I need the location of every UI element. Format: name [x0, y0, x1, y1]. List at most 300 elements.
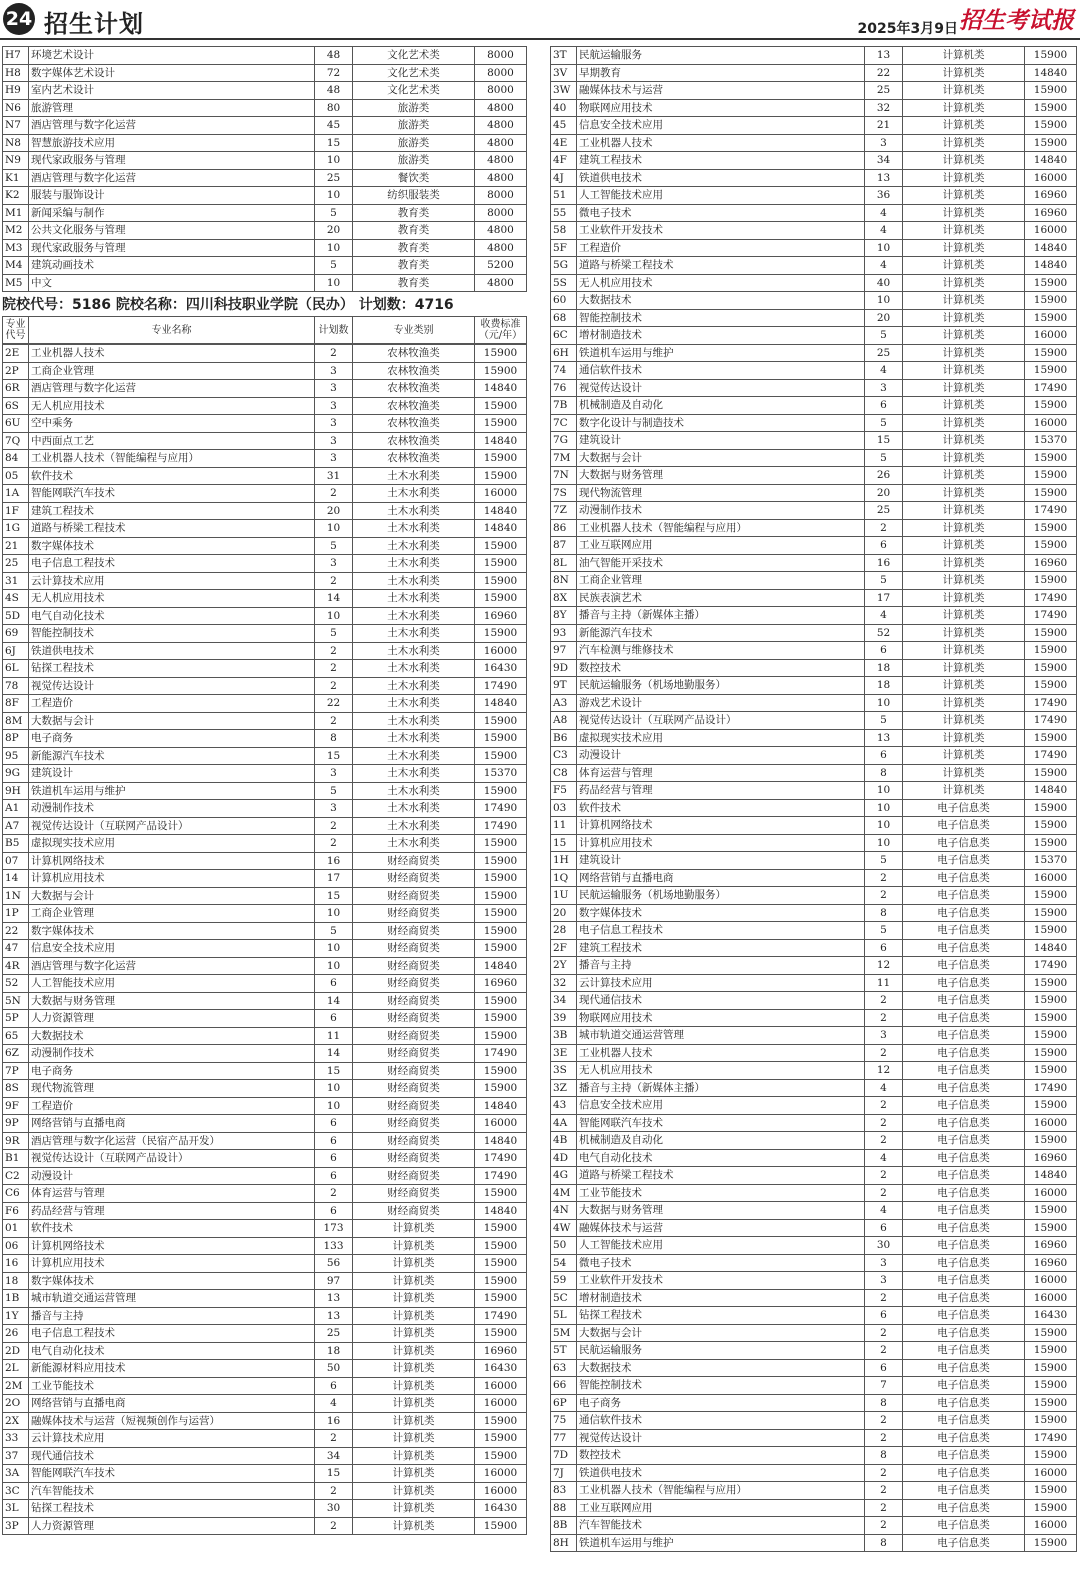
major-code: 3L	[3, 1500, 29, 1518]
major-name: 人力资源管理	[29, 1517, 315, 1535]
tuition-fee: 16000	[475, 1377, 527, 1395]
major-code: K1	[3, 169, 29, 187]
plan-count: 2	[865, 1429, 903, 1447]
major-code: 9R	[3, 1132, 29, 1150]
plan-count: 20	[315, 502, 353, 520]
major-category: 电子信息类	[903, 1202, 1025, 1220]
major-category: 农林牧渔类	[353, 397, 475, 415]
major-name: 网络营销与直播电商	[29, 1115, 315, 1133]
plan-count: 10	[865, 834, 903, 852]
major-code: H7	[3, 47, 29, 65]
major-name: 动漫制作技术	[29, 800, 315, 818]
major-name: 电气自动化技术	[577, 1149, 865, 1167]
table-row	[551, 922, 1077, 940]
plan-count: 10	[315, 187, 353, 205]
major-code: 5S	[551, 274, 577, 292]
table-row	[551, 169, 1077, 187]
tuition-fee: 14840	[1025, 152, 1077, 170]
tuition-fee: 14840	[475, 1132, 527, 1150]
major-category: 计算机类	[903, 257, 1025, 275]
major-category: 电子信息类	[903, 1377, 1025, 1395]
major-code: 2Y	[551, 957, 577, 975]
major-code: 9G	[3, 765, 29, 783]
table-row	[3, 1500, 527, 1518]
major-code: 8H	[551, 1534, 577, 1552]
tuition-fee: 17490	[1025, 379, 1077, 397]
table-row	[3, 730, 527, 748]
major-category: 电子信息类	[903, 922, 1025, 940]
major-code: 59	[551, 1272, 577, 1290]
major-name: 虚拟现实技术应用	[29, 835, 315, 853]
plan-count: 80	[315, 99, 353, 117]
major-category: 计算机类	[903, 292, 1025, 310]
table-row	[551, 554, 1077, 572]
major-name: 播音与主持（新媒体主播）	[577, 1079, 865, 1097]
major-category: 教育类	[353, 204, 475, 222]
table-row	[3, 187, 527, 205]
major-category: 财经商贸类	[353, 1010, 475, 1028]
major-code: 16	[3, 1255, 29, 1273]
major-name: 民航运输服务（机场地勤服务）	[577, 677, 865, 695]
tuition-fee: 16000	[475, 642, 527, 660]
major-code: 6Z	[3, 1045, 29, 1063]
plan-count: 2	[315, 345, 353, 363]
major-name: 工商企业管理	[577, 572, 865, 590]
tuition-fee: 15900	[1025, 274, 1077, 292]
plan-count: 56	[315, 1255, 353, 1273]
tuition-fee: 16000	[1025, 169, 1077, 187]
tuition-fee: 15900	[1025, 537, 1077, 555]
tuition-fee: 15900	[1025, 292, 1077, 310]
plan-count: 6	[315, 1202, 353, 1220]
major-name: 智能网联汽车技术	[29, 1465, 315, 1483]
major-code: 26	[3, 1325, 29, 1343]
tuition-fee: 16000	[1025, 869, 1077, 887]
tuition-fee: 15900	[1025, 572, 1077, 590]
table-row	[3, 134, 527, 152]
table-row	[3, 169, 527, 187]
plan-count: 34	[315, 1447, 353, 1465]
plan-count: 15	[315, 1465, 353, 1483]
major-code: 28	[551, 922, 577, 940]
major-code: B5	[3, 835, 29, 853]
major-code: A3	[551, 694, 577, 712]
major-code: A1	[3, 800, 29, 818]
major-category: 电子信息类	[903, 1027, 1025, 1045]
major-name: 汽车智能技术	[29, 1482, 315, 1500]
plan-count: 8	[315, 730, 353, 748]
tuition-fee: 14840	[1025, 64, 1077, 82]
plan-count: 5	[315, 537, 353, 555]
tuition-fee: 15900	[475, 992, 527, 1010]
plan-count: 8	[865, 1447, 903, 1465]
major-category: 纺织服装类	[353, 187, 475, 205]
major-name: 云计算技术应用	[29, 572, 315, 590]
table-row	[3, 677, 527, 695]
major-category: 电子信息类	[903, 1447, 1025, 1465]
major-code: 2M	[3, 1377, 29, 1395]
table-row	[551, 1079, 1077, 1097]
major-category: 计算机类	[903, 764, 1025, 782]
plan-count: 10	[865, 694, 903, 712]
plan-count: 10	[315, 1080, 353, 1098]
major-category: 电子信息类	[903, 1062, 1025, 1080]
plan-count: 3	[315, 415, 353, 433]
major-category: 电子信息类	[903, 799, 1025, 817]
plan-count: 10	[315, 607, 353, 625]
table-row	[3, 852, 527, 870]
table-row	[3, 1202, 527, 1220]
tuition-fee: 17490	[1025, 712, 1077, 730]
major-name: 大数据与会计	[29, 712, 315, 730]
major-category: 土木水利类	[353, 747, 475, 765]
major-code: N8	[3, 134, 29, 152]
tuition-fee: 15900	[475, 712, 527, 730]
tuition-fee: 14840	[475, 380, 527, 398]
major-name: 新闻采编与制作	[29, 204, 315, 222]
major-category: 计算机类	[903, 642, 1025, 660]
major-category: 计算机类	[903, 222, 1025, 240]
major-code: 8P	[3, 730, 29, 748]
major-name: 智能网联汽车技术	[577, 1114, 865, 1132]
table-row	[3, 1237, 527, 1255]
table-row	[551, 1534, 1077, 1552]
major-name: 建筑动画技术	[29, 257, 315, 275]
major-code: 2L	[3, 1360, 29, 1378]
major-category: 电子信息类	[903, 1272, 1025, 1290]
major-category: 教育类	[353, 257, 475, 275]
tuition-fee: 17490	[475, 817, 527, 835]
table-row	[551, 1447, 1077, 1465]
plan-count: 3	[315, 555, 353, 573]
major-category: 财经商贸类	[353, 1115, 475, 1133]
major-code: C2	[3, 1167, 29, 1185]
tuition-fee: 16430	[475, 660, 527, 678]
plan-count: 3	[865, 1027, 903, 1045]
major-category: 财经商贸类	[353, 957, 475, 975]
major-name: 铁道机车运用与维护	[577, 1534, 865, 1552]
major-code: 77	[551, 1429, 577, 1447]
tuition-fee: 16000	[1025, 1517, 1077, 1535]
plan-count: 2	[865, 1167, 903, 1185]
table-row	[551, 519, 1077, 537]
plan-count: 40	[865, 274, 903, 292]
major-category: 计算机类	[353, 1307, 475, 1325]
major-code: 22	[3, 922, 29, 940]
major-name: 信息安全技术应用	[577, 1097, 865, 1115]
table-row	[3, 957, 527, 975]
table-row	[551, 64, 1077, 82]
plan-count: 36	[865, 187, 903, 205]
major-code: K2	[3, 187, 29, 205]
major-category: 土木水利类	[353, 572, 475, 590]
major-name: 体育运营与管理	[577, 764, 865, 782]
major-name: 播音与主持	[577, 957, 865, 975]
plan-count: 10	[315, 520, 353, 538]
major-code: 93	[551, 624, 577, 642]
tuition-fee: 15900	[1025, 1447, 1077, 1465]
table-row	[3, 572, 527, 590]
plan-count: 10	[865, 782, 903, 800]
table-row	[551, 694, 1077, 712]
major-category: 财经商贸类	[353, 1027, 475, 1045]
plan-count: 2	[315, 1482, 353, 1500]
major-name: 道路与桥梁工程技术	[577, 257, 865, 275]
major-code: 5M	[551, 1324, 577, 1342]
major-category: 土木水利类	[353, 677, 475, 695]
major-code: C8	[551, 764, 577, 782]
table-row	[3, 642, 527, 660]
major-name: 融媒体技术与运营	[577, 1219, 865, 1237]
page-number-badge: 24	[3, 3, 35, 35]
table-row	[551, 309, 1077, 327]
table-row	[3, 835, 527, 853]
table-row	[551, 449, 1077, 467]
table-row	[3, 555, 527, 573]
major-code: N9	[3, 152, 29, 170]
tuition-fee: 17490	[1025, 1079, 1077, 1097]
plan-count: 25	[865, 344, 903, 362]
tuition-fee: 8000	[475, 47, 527, 65]
plan-count: 6	[865, 939, 903, 957]
major-code: 33	[3, 1430, 29, 1448]
plan-count: 5	[865, 712, 903, 730]
tuition-fee: 16000	[1025, 1464, 1077, 1482]
major-name: 工商企业管理	[29, 362, 315, 380]
major-name: 视觉传达设计（互联网产品设计）	[29, 817, 315, 835]
major-category: 旅游类	[353, 134, 475, 152]
plan-count: 3	[315, 397, 353, 415]
major-code: 4B	[551, 1132, 577, 1150]
major-name: 人力资源管理	[29, 1010, 315, 1028]
major-category: 财经商贸类	[353, 1202, 475, 1220]
tuition-fee: 15900	[1025, 764, 1077, 782]
tuition-fee: 15900	[1025, 99, 1077, 117]
plan-count: 10	[865, 799, 903, 817]
plan-count: 22	[315, 695, 353, 713]
major-code: 7G	[551, 432, 577, 450]
major-code: 5L	[551, 1307, 577, 1325]
plan-count: 14	[315, 992, 353, 1010]
plan-count: 32	[865, 99, 903, 117]
major-code: 7N	[551, 467, 577, 485]
plan-count: 52	[865, 624, 903, 642]
major-code: 6P	[551, 1394, 577, 1412]
major-code: M1	[3, 204, 29, 222]
table-row	[3, 765, 527, 783]
tuition-fee: 14840	[1025, 257, 1077, 275]
tuition-fee: 16000	[1025, 414, 1077, 432]
tuition-fee: 15900	[475, 1412, 527, 1430]
major-category: 计算机类	[353, 1395, 475, 1413]
major-name: 旅游管理	[29, 99, 315, 117]
major-code: M3	[3, 239, 29, 257]
major-code: 39	[551, 1009, 577, 1027]
table-row	[3, 1097, 527, 1115]
major-code: 8N	[551, 572, 577, 590]
tuition-fee: 16000	[475, 1465, 527, 1483]
plan-count: 3	[865, 379, 903, 397]
tuition-fee: 15900	[1025, 82, 1077, 100]
major-category: 电子信息类	[903, 1079, 1025, 1097]
plan-count: 10	[315, 905, 353, 923]
plan-count: 13	[865, 169, 903, 187]
tuition-fee: 15900	[475, 1272, 527, 1290]
plan-count: 2	[865, 1517, 903, 1535]
major-name: 民航运输服务（机场地勤服务）	[577, 887, 865, 905]
plan-count: 10	[865, 817, 903, 835]
major-category: 土木水利类	[353, 485, 475, 503]
plan-count: 6	[315, 1132, 353, 1150]
major-category: 电子信息类	[903, 1482, 1025, 1500]
table-row	[3, 590, 527, 608]
tuition-fee: 16000	[1025, 1272, 1077, 1290]
major-category: 土木水利类	[353, 782, 475, 800]
major-code: 1P	[3, 905, 29, 923]
major-code: 4A	[551, 1114, 577, 1132]
plan-count: 13	[865, 729, 903, 747]
major-name: 工程造价	[29, 695, 315, 713]
major-category: 财经商贸类	[353, 1080, 475, 1098]
tuition-fee: 15900	[1025, 887, 1077, 905]
major-name: 电气自动化技术	[29, 1342, 315, 1360]
tuition-fee: 4800	[475, 222, 527, 240]
tuition-fee: 16960	[475, 975, 527, 993]
table-row	[3, 1412, 527, 1430]
tuition-fee: 15900	[475, 1010, 527, 1028]
major-name: 铁道机车运用与维护	[29, 782, 315, 800]
major-category: 财经商贸类	[353, 1097, 475, 1115]
major-code: 69	[3, 625, 29, 643]
major-code: 3B	[551, 1027, 577, 1045]
major-category: 计算机类	[903, 239, 1025, 257]
tuition-fee: 15900	[1025, 834, 1077, 852]
table-row	[3, 502, 527, 520]
plan-count: 6	[865, 537, 903, 555]
major-name: 智能网联汽车技术	[29, 485, 315, 503]
major-name: 大数据与财务管理	[29, 992, 315, 1010]
tuition-fee: 15900	[475, 572, 527, 590]
tuition-fee: 16000	[1025, 327, 1077, 345]
major-code: 7B	[551, 397, 577, 415]
major-name: 工程造价	[29, 1097, 315, 1115]
plan-count: 25	[865, 82, 903, 100]
plan-count: 5	[315, 625, 353, 643]
major-code: 47	[3, 940, 29, 958]
plan-count: 26	[865, 467, 903, 485]
tuition-fee: 17490	[1025, 502, 1077, 520]
tuition-fee: 16000	[1025, 222, 1077, 240]
major-code: 4G	[551, 1167, 577, 1185]
major-name: 药品经营与管理	[29, 1202, 315, 1220]
plan-count: 10	[315, 1097, 353, 1115]
plan-count: 4	[865, 1079, 903, 1097]
major-category: 旅游类	[353, 99, 475, 117]
plan-count: 10	[865, 239, 903, 257]
major-category: 电子信息类	[903, 1534, 1025, 1552]
major-name: 动漫制作技术	[29, 1045, 315, 1063]
page-header	[0, 0, 1080, 40]
major-category: 计算机类	[903, 589, 1025, 607]
tuition-fee: 15900	[1025, 467, 1077, 485]
plan-count: 2	[865, 519, 903, 537]
table-row	[551, 1342, 1077, 1360]
major-code: C6	[3, 1185, 29, 1203]
major-name: 室内艺术设计	[29, 82, 315, 100]
tuition-fee: 15900	[1025, 1534, 1077, 1552]
table-row	[551, 677, 1077, 695]
major-name: 动漫制作技术	[577, 502, 865, 520]
major-category: 土木水利类	[353, 835, 475, 853]
table-row	[3, 450, 527, 468]
major-name: 电子信息工程技术	[29, 1325, 315, 1343]
tuition-fee: 15900	[475, 555, 527, 573]
table-row	[3, 1272, 527, 1290]
plan-count: 5	[865, 572, 903, 590]
table-row	[3, 1027, 527, 1045]
major-category: 电子信息类	[903, 834, 1025, 852]
table-row	[551, 887, 1077, 905]
tuition-fee: 15900	[475, 590, 527, 608]
plan-count: 3	[315, 362, 353, 380]
plan-count: 12	[865, 1062, 903, 1080]
tuition-fee: 15900	[475, 747, 527, 765]
major-name: 数字媒体技术	[29, 537, 315, 555]
plan-count: 4	[865, 1149, 903, 1167]
major-category: 土木水利类	[353, 590, 475, 608]
tuition-fee: 16960	[1025, 1237, 1077, 1255]
major-code: 32	[551, 974, 577, 992]
tuition-fee: 16960	[1025, 187, 1077, 205]
tuition-fee: 15900	[1025, 1219, 1077, 1237]
plan-count: 6	[865, 1219, 903, 1237]
table-row	[3, 1167, 527, 1185]
table-row	[551, 1184, 1077, 1202]
plan-count: 4	[865, 1202, 903, 1220]
plan-count: 25	[315, 1325, 353, 1343]
major-name: 大数据与财务管理	[577, 1202, 865, 1220]
plan-count: 2	[315, 835, 353, 853]
major-name: 软件技术	[29, 1220, 315, 1238]
major-name: 软件技术	[577, 799, 865, 817]
plan-count: 5	[315, 782, 353, 800]
table-row	[3, 870, 527, 888]
major-category: 农林牧渔类	[353, 432, 475, 450]
table-row	[551, 1132, 1077, 1150]
major-name: 酒店管理与数字化运营	[29, 169, 315, 187]
major-code: 1H	[551, 852, 577, 870]
major-code: 1F	[3, 502, 29, 520]
major-category: 财经商贸类	[353, 887, 475, 905]
table-row	[3, 975, 527, 993]
table-row	[3, 99, 527, 117]
major-code: 7Q	[3, 432, 29, 450]
major-name: 工业互联网应用	[577, 1499, 865, 1517]
major-code: 63	[551, 1359, 577, 1377]
major-code: 2D	[3, 1342, 29, 1360]
major-code: 9D	[551, 659, 577, 677]
institution-table	[2, 344, 527, 1535]
tuition-fee: 15900	[1025, 1097, 1077, 1115]
major-name: 工商企业管理	[29, 905, 315, 923]
major-category: 财经商贸类	[353, 1167, 475, 1185]
table-row	[551, 1412, 1077, 1430]
tuition-fee: 4800	[475, 117, 527, 135]
major-name: 信息安全技术应用	[29, 940, 315, 958]
major-code: 7M	[551, 449, 577, 467]
major-code: 88	[551, 1499, 577, 1517]
table-row	[3, 345, 527, 363]
